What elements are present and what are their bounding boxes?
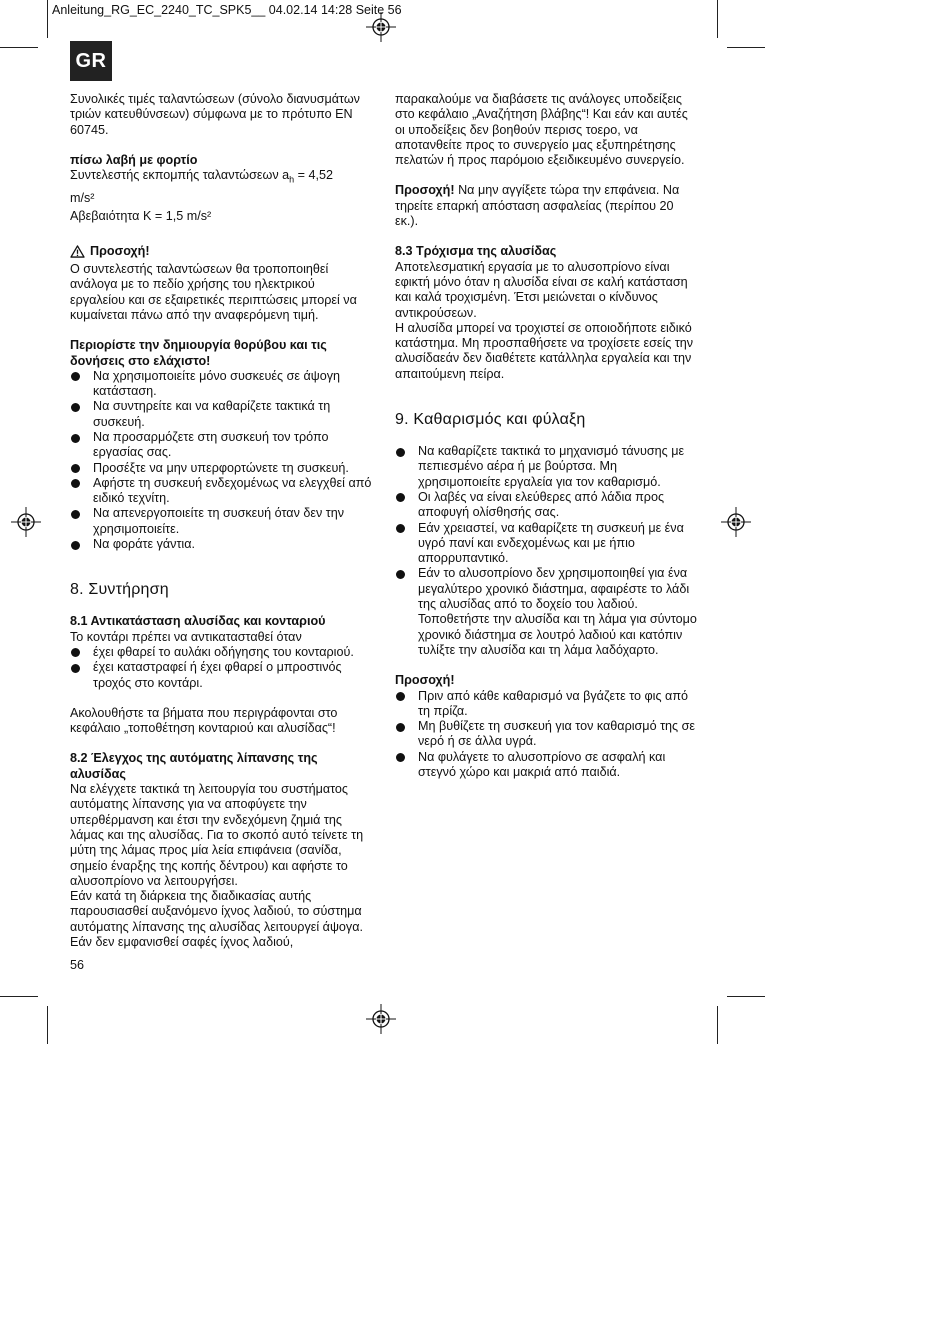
section-8-1-intro: Το κοντάρι πρέπει να αντικατασταθεί όταν	[70, 629, 302, 644]
section-8-1-list	[70, 645, 372, 691]
caution-2-heading: Προσοχή!	[395, 673, 455, 688]
section-8-3-paragraph-1: Αποτελεσματική εργασία με το αλυσοπρίονο είναι εφικτή μόνο όταν η αλυσίδα είναι σε καλή κατάσταση και καλά τροχισμένη. Έτσι μειώνεται ο κίνδυνος αντικρούσεων.	[395, 259, 688, 320]
list-item: έχει φθαρεί το αυλάκι οδήγησης του κονταριού.	[70, 645, 372, 660]
section-8-1-follow: Ακολουθήστε τα βήματα που περιγράφονται στο κεφάλαιο „τοποθέτηση κονταριού και αλυσίδας“!	[70, 705, 338, 736]
language-badge: GR	[70, 41, 112, 81]
emission-unit: m/s²	[70, 191, 95, 205]
caution-label: Προσοχή!	[395, 183, 455, 198]
crop-mark-bottom-left-vertical	[47, 1006, 48, 1044]
caution-paragraph	[395, 183, 697, 229]
crosshair-registration-icon	[11, 507, 41, 537]
section-8-3-paragraph-2: Η αλυσίδα μπορεί να τροχιστεί σε οποιοδήποτε ειδικό κατάστημα. Μη προσπαθήσετε να τροχίσετε εσείς την αλυσίδαεάν δεν διαθέτετε κατάλληλα εργαλεία και την απαιτούμενη πείρα.	[395, 320, 694, 381]
vibration-intro: Συνολικές τιμές ταλαντώσεων (σύνολο διανυσμάτων τριών κατευθύνσεων) σύμφωνα με το πρότυπο EN 60745.	[70, 92, 360, 137]
crop-mark-top-right-vertical	[717, 0, 718, 38]
emission-value	[70, 168, 372, 188]
emission-suffix: = 4,52	[294, 168, 334, 183]
section-8-1-heading: 8.1 Αντικατάσταση αλυσίδας και κονταριού	[70, 614, 326, 629]
list-item: Να απενεργοποιείτε τη συσκευή όταν δεν την χρησιμοποιείτε.	[70, 506, 372, 537]
crop-mark-bottom-right-vertical	[717, 1006, 718, 1044]
list-item: Αφήστε τη συσκευή ενδεχομένως να ελεγχθεί από ειδικό τεχνίτη.	[70, 476, 372, 507]
crosshair-registration-icon	[721, 507, 751, 537]
right-column	[395, 92, 697, 780]
page-number: 56	[70, 958, 85, 972]
warning-heading	[70, 244, 372, 262]
section-8-3-heading: 8.3 Τρόχισμα της αλυσίδας	[395, 244, 557, 259]
section-8-title: 8. Συντήρηση	[70, 581, 169, 599]
print-header: Anleitung_RG_EC_2240_TC_SPK5__ 04.02.14 14:28 Seite 56	[52, 3, 402, 17]
warning-triangle-icon	[70, 245, 85, 258]
list-item: Να χρησιμοποιείτε μόνο συσκευές σε άψογη κατάσταση.	[70, 369, 372, 400]
crop-mark-top-left-vertical	[47, 0, 48, 38]
list-item: Να προσαρμόζετε στη συσκευή τον τρόπο εργασίας σας.	[70, 430, 372, 461]
list-item: Εάν χρειαστεί, να καθαρίζετε τη συσκευή με ένα υγρό πανί και ενδεχομένως και με ήπιο απορρυπαντικό.	[395, 521, 697, 567]
list-item: Προσέξτε να μην υπερφορτώνετε τη συσκευή.	[70, 461, 372, 476]
section-8-2-paragraph-2: Εάν κατά τη διάρκεια της διαδικασίας αυτής παρουσιασθεί αυξανόμενο ίχνος λαδιού, το σύστημα αυτόματης λίπανσης της αλυσίδας λειτουργεί άψογα. Εάν δεν εμφανισθεί σαφές ίχνος λαδιού,	[70, 889, 364, 950]
crop-mark-top-left-horizontal	[0, 47, 38, 48]
crosshair-registration-icon	[366, 1004, 396, 1034]
list-item: Εάν το αλυσοπρίονο δεν χρησιμοποιηθεί για ένα μεγαλύτερο χρονικό διάστημα, αφαιρέστε το λάδι της αλυσίδας από το δοχείο του λαδιού. Τοποθετήστε την αλυσίδα και τη λάμα για σύντομο χρονικό διάστημα σε λουτρό λαδιού και κατόπιν τυλίξτε την αλυσίδα και τη λάμα λαδόχαρτο.	[395, 566, 697, 658]
section-9-title: 9. Καθαρισμός και φύλαξη	[395, 411, 586, 429]
noise-list	[70, 369, 372, 553]
list-item: Να συντηρείτε και να καθαρίζετε τακτικά τη συσκευή.	[70, 399, 372, 430]
list-item: έχει καταστραφεί ή έχει φθαρεί ο μπροστινός τροχός στο κοντάρι.	[70, 660, 372, 691]
crop-mark-bottom-left-horizontal	[0, 996, 38, 997]
caution-text: Να μην αγγίξετε τώρα την επφάνεια. Να τηρείτε επαρκή απόσταση ασφαλείας (περίπου 20 εκ.).	[395, 183, 680, 229]
uncertainty-value: Αβεβαιότητα K = 1,5 m/s²	[70, 209, 212, 224]
crop-mark-top-right-horizontal	[727, 47, 765, 48]
noise-heading: Περιορίστε την δημιουργία θορύβου και τις δονήσεις στο ελάχιστο!	[70, 338, 327, 368]
list-item: Πριν από κάθε καθαρισμό να βγάζετε το φις από τη πρίζα.	[395, 689, 697, 720]
list-item: Να φυλάγετε το αλυσοπρίονο σε ασφαλή και στεγνό χώρο και μακριά από παιδιά.	[395, 750, 697, 781]
crop-mark-bottom-right-horizontal	[727, 996, 765, 997]
continued-text: παρακαλούμε να διαβάσετε τις ανάλογες υποδείξεις στο κεφάλαιο „Αναζήτηση βλάβης“! Και εάν και αυτές οι υποδείξεις δεν βοηθούν περισς τοερο, να αποτανθείτε προς το συνεργείο μας εξυπηρέτησης πελατών ή προς παρόμοιο εξειδικευμένο συνεργείο.	[395, 92, 688, 168]
list-item: Μη βυθίζετε τη συσκευή για τον καθαρισμό της σε νερό ή σε άλλα υγρά.	[395, 719, 697, 750]
warning-text: Ο συντελεστής ταλαντώσεων θα τροποποιηθεί ανάλογα με το πεδίο χρήσης του ηλεκτρικού εργαλείου και σε εξαιρετικές περιπτώσεις μπορεί να κυμαίνεται πάνω από την αναφερόμενη τιμή.	[70, 262, 357, 322]
warning-title: Προσοχή!	[90, 243, 150, 258]
emission-prefix: Συντελεστής εκπομπής ταλαντώσεων a	[70, 168, 290, 183]
emission-subscript: h	[289, 174, 295, 185]
list-item: Να καθαρίζετε τακτικά το μηχανισμό τάνυσης με πεπιεσμένο αέρα ή με βούρτσα. Μη χρησιμοποιείτε εργαλεία για τον καθαρισμό.	[395, 444, 697, 490]
section-8-2-paragraph-1: Να ελέγχετε τακτικά τη λειτουργία του συστήματος αυτόματης λίπανσης για να αποφύγετε την υπερθέρμανση και έτσι την ενδεχόμενη ζημιά της λάμας και της αλυσίδας. Για το σκοπό αυτό τείνετε τη μύτη της λάμας προς μία λεία επιφάνεια (σανίδα, σημείο έναρξης της κοπής δέντρου) και αφήστε το αλυσοπρίονο να λειτουργήσει.	[70, 782, 364, 888]
list-item: Να φοράτε γάντια.	[70, 537, 372, 552]
section-9-list	[395, 444, 697, 658]
section-8-2-heading: 8.2 Έλεγχος της αυτόματης λίπανσης της αλυσίδας	[70, 751, 318, 781]
crosshair-registration-icon	[366, 12, 396, 42]
left-column	[70, 92, 372, 950]
list-item: Οι λαβές να είναι ελεύθερες από λάδια προς αποφυγή ολίσθησής σας.	[395, 490, 697, 521]
handle-heading: πίσω λαβή με φορτίο	[70, 152, 198, 167]
caution-2-list	[395, 689, 697, 781]
